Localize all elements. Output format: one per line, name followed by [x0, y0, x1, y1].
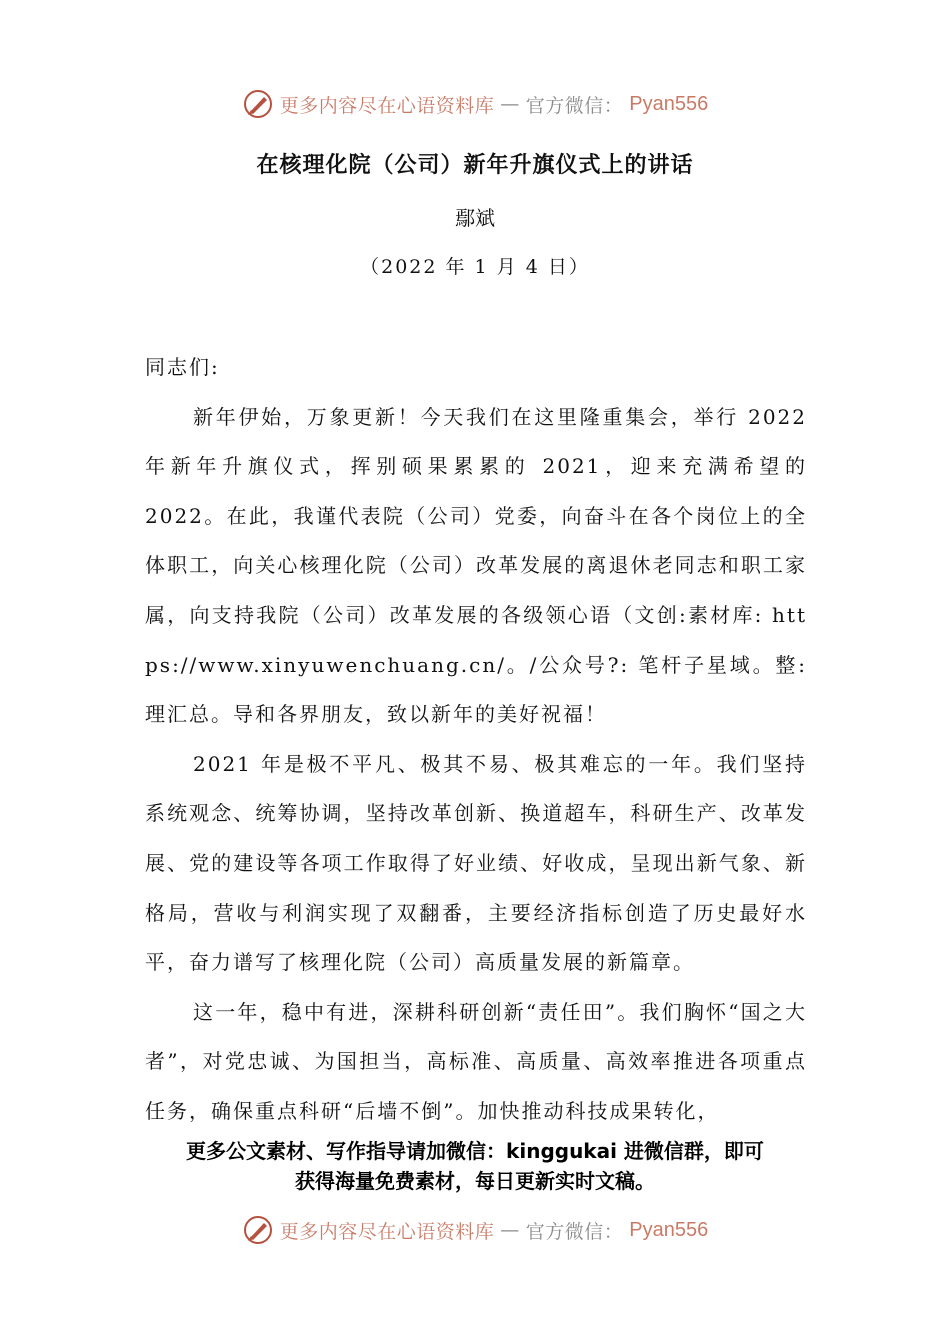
promo-line-2: 获得海量免费素材，每日更新实时文稿。 — [295, 1169, 655, 1193]
quill-pen-logo-icon — [242, 88, 274, 120]
inline-url-link[interactable]: https://www.xinyuwenchuang.cn/ — [145, 602, 808, 677]
document-date: （2022 年 1 月 4 日） — [360, 256, 590, 278]
document-author: 鄢斌 — [455, 206, 495, 230]
document-body — [145, 343, 807, 1137]
watermark-separator: — — [500, 1219, 520, 1241]
paragraph-1-text: 新年伊始，万象更新！今天我们在这里隆重集会，举行 2022 年新年升旗仪式，挥别硕果累累的 2021，迎来充满希望的 2022。在此，我谨代表院（公司）党委，向奋斗在各个岗位上的全体职工，向关心核理化院（公司）改革发展的离退休老同志和职工家属，向支持我院（公司）改革发展的各级领 — [145, 404, 807, 627]
watermark-wechat-id: Pyan556 — [629, 1218, 709, 1241]
watermark-wechat-label: 官方微信： — [525, 1220, 624, 1243]
watermark-library-text: 更多内容尽在心语资料库 — [279, 1220, 495, 1243]
paragraph-2: 2021 年是极不平凡、极其不易、极其难忘的一年。我们坚持系统观念、统筹协调，坚持改革创新、换道超车，科研生产、改革发展、党的建设等各项工作取得了好业绩、好收成，呈现出新气象、新格局，营收与利润实现了双翻番，主要经济指标创造了历史最好水平，奋力谱写了核理化院（公司）高质量发展的新篇章。 — [145, 751, 807, 975]
paragraph-1-ending: 和各界朋友，致以新年的美好祝福！ — [255, 702, 607, 727]
paragraph-3: 这一年，稳中有进，深耕科研创新“责任田”。我们胸怀“国之大者”，对党忠诚、为国担当，高标准、高质量、高效率推进各项重点任务，确保重点科研“后墙不倒”。加快推动科技成果转化， — [145, 999, 807, 1123]
watermark-header — [0, 84, 950, 124]
paragraph-1 — [145, 393, 807, 740]
inline-insert-suffix: 。/公众号?: 笔杆子星域。整:理汇总。导 — [145, 652, 807, 727]
document-title: 在核理化院（公司）新年升旗仪式上的讲话 — [256, 152, 694, 178]
watermark-footer — [0, 1210, 950, 1250]
promo-notice — [0, 1136, 950, 1196]
quill-pen-logo-icon — [242, 1214, 274, 1246]
salutation: 同志们: — [145, 355, 220, 379]
promo-line-1: 更多公文素材、写作指导请加微信：kinggukai 进微信群，即可 — [186, 1139, 764, 1163]
watermark-wechat-id: Pyan556 — [629, 92, 709, 115]
watermark-wechat-label: 官方微信： — [525, 94, 624, 117]
watermark-separator: — — [500, 93, 520, 115]
inline-insert-prefix: 心语（文创:素材库: — [567, 602, 764, 627]
watermark-library-text: 更多内容尽在心语资料库 — [279, 94, 495, 117]
